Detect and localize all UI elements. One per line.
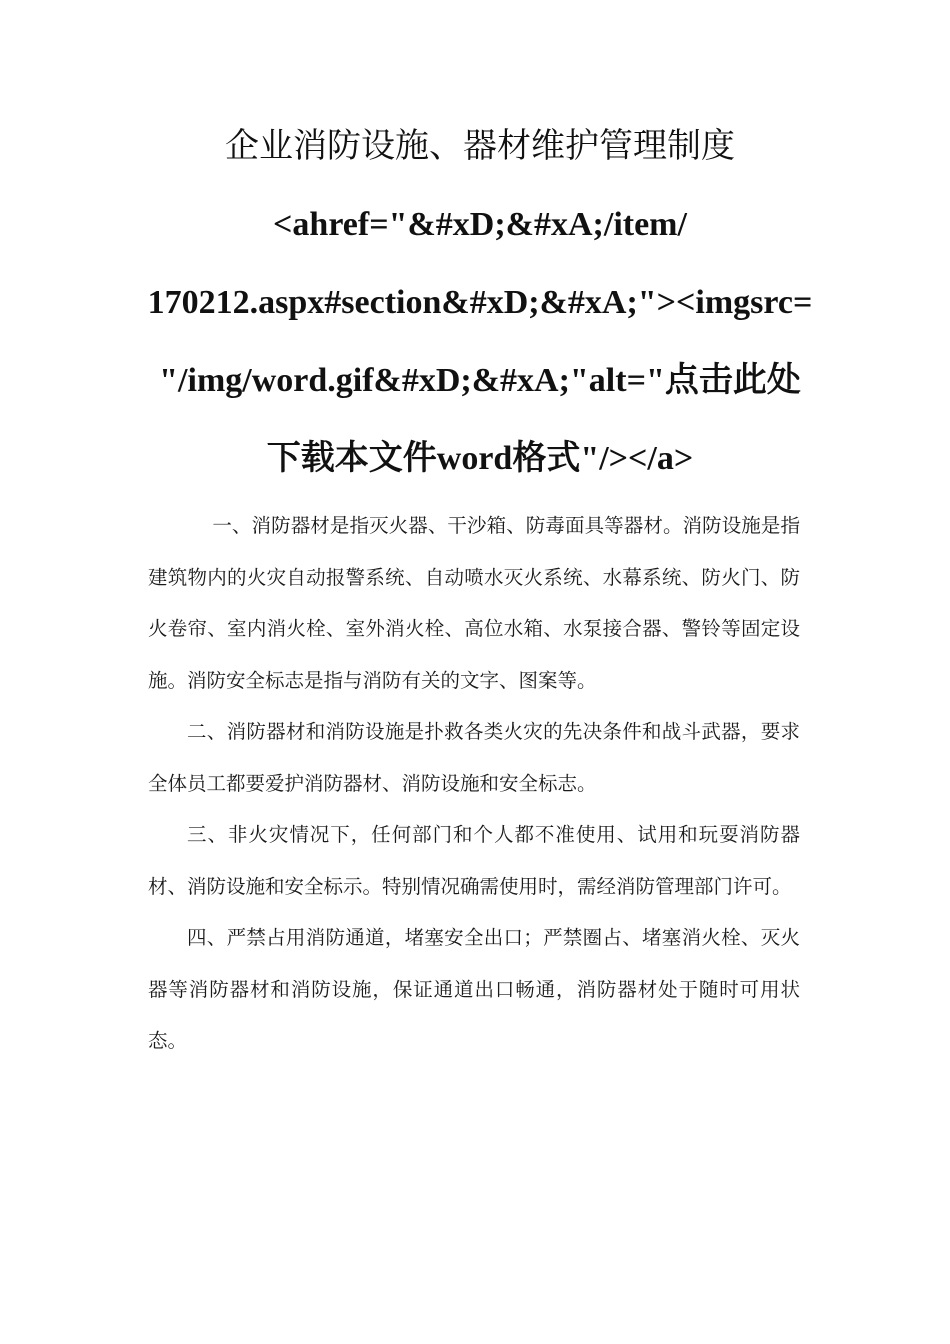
paragraph-2: 二、消防器材和消防设施是扑救各类火灾的先决条件和战斗武器，要求全体员工都要爱护消防器材、消防设施和安全标志。: [148, 720, 800, 795]
title-line-href: <ahref="&#xD;&#xA;/item/: [273, 206, 687, 243]
paragraph-4: 四、严禁占用消防通道，堵塞安全出口；严禁圈占、堵塞消火栓、灭火器等消防器材和消防设施，保证通道出口畅通，消防器材处于随时可用状态。: [148, 926, 800, 1052]
title-line-download: 下载本文件word格式"/></a>: [266, 440, 694, 477]
paragraph-1: 一、消防器材是指灭火器、干沙箱、防毒面具等器材。消防设施是指建筑物内的火灾自动报警系统、自动喷水灭火系统、水幕系统、防火门、防火卷帘、室内消火栓、室外消火栓、高位水箱、水泵接合器、警铃等固定设施。消防安全标志是指与消防有关的文字、图案等。: [148, 514, 800, 692]
document-body: [148, 500, 800, 1067]
title-line-img: "/img/word.gif&#xD;&#xA;"alt="点击此处: [159, 362, 801, 399]
title-line-main: 企业消防设施、器材维护管理制度: [225, 128, 735, 165]
paragraph-3: 三、非火灾情况下，任何部门和个人都不准使用、试用和玩耍消防器材、消防设施和安全标示。特别情况确需使用时，需经消防管理部门许可。: [148, 823, 800, 898]
title-line-aspx: 170212.aspx#section&#xD;&#xA;"><imgsrc=: [147, 284, 813, 321]
document-title: [140, 108, 820, 498]
